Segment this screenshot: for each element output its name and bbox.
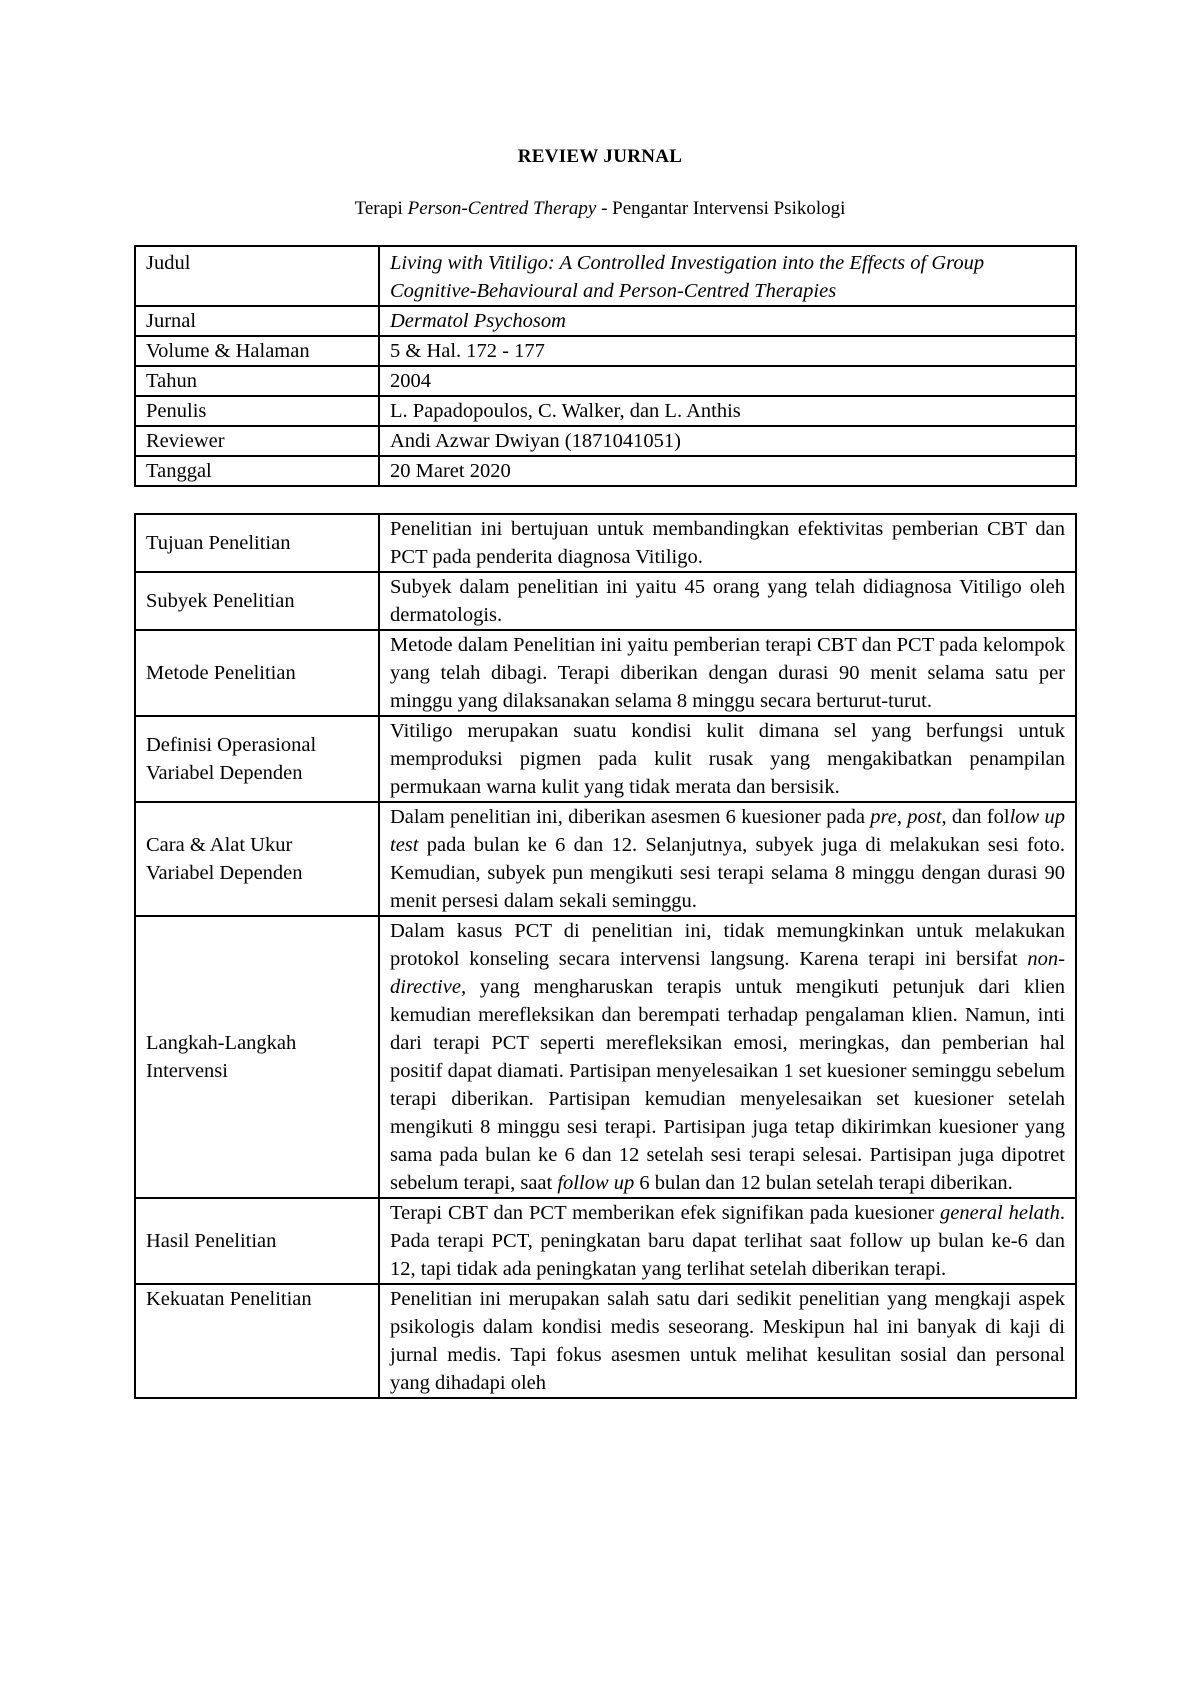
cara-value [379,802,1076,916]
tujuan-value: Penelitian ini bertujuan untuk membandingkan efektivitas pemberian CBT dan PCT pada penderita diagnosa Vitiligo. [379,514,1076,572]
table-row [135,916,1076,1198]
subtitle-suffix: - Pengantar Intervensi Psikologi [596,198,846,219]
journal-info-table [134,245,1077,487]
jurnal-text: Dermatol Psychosom [390,310,566,332]
judul-label: Judul [135,246,379,306]
cara-label [135,802,379,916]
kekuatan-value: Penelitian ini merupakan salah satu dari sedikit penelitian yang mengkaji aspek psikologis dalam kondisi medis seseorang. Meskipun hal ini banyak di kaji di jurnal medis. Tapi fokus asesmen untuk melihat kesulitan sosial dan personal yang dihadapi oleh [379,1284,1076,1398]
jurnal-value [379,306,1076,336]
langkah-text-2: yang mengharuskan terapis untuk mengikuti petunjuk dari klien kemudian merefleksikan dan berempati terhadap pengalaman klien. Namun, inti dari terapi PCT seperti merefleksikan emosi, meringkas, dan pemberian hal positif dapat diamati. Partisipan menyelesaikan 1 set kuesioner seminggu sebelum terapi diberikan. Partisipan kemudian menyelesaikan set kuesioner setelah mengikuti 8 minggu sesi terapi. Partisipan juga tetap dikirimkan kuesioner yang sama pada bulan ke 6 dan 12 setelah sesi terapi selesai. Partisipan juga dipotret sebelum terapi, saat [390,976,1065,1194]
tanggal-value: 20 Maret 2020 [379,456,1076,486]
volume-value: 5 & Hal. 172 - 177 [379,336,1076,366]
cara-italic-followup: low up test [390,806,1066,856]
table-row [135,306,1076,336]
table-row [135,716,1076,802]
langkah-label-line-2: Intervensi [146,1060,228,1082]
metode-label: Metode Penelitian [135,630,379,716]
langkah-value [379,916,1076,1198]
hasil-value [379,1198,1076,1284]
tahun-label: Tahun [135,366,379,396]
langkah-text-1: Dalam kasus PCT di penelitian ini, tidak memungkinkan untuk melakukan protokol konseling secara intervensi langsung. Karena terapi ini bersifat [390,920,1065,970]
judul-value [379,246,1076,306]
table-row [135,396,1076,426]
langkah-italic-2: follow up [557,1172,635,1194]
cara-text-2: , [896,806,908,828]
subyek-label: Subyek Penelitian [135,572,379,630]
review-content-table [134,513,1077,1399]
langkah-label-line-1: Langkah-Langkah [146,1032,297,1054]
langkah-label [135,916,379,1198]
metode-value: Metode dalam Penelitian ini yaitu pemberian terapi CBT dan PCT pada kelompok yang telah dibagi. Terapi diberikan dengan durasi 90 menit selama satu per minggu yang dilaksanakan selama 8 minggu secara berturut-turut. [379,630,1076,716]
cara-italic-post: post [907,806,942,828]
definisi-value: Vitiligo merupakan suatu kondisi kulit dimana sel yang berfungsi untuk memproduksi pigmen pada kulit rusak yang mengakibatkan penampilan permukaan warna kulit yang tidak merata dan bersisik. [379,716,1076,802]
cara-text-1: Dalam penelitian ini, diberikan asesmen 6 kuesioner pada [390,806,871,828]
hasil-text-1: Terapi CBT dan PCT memberikan efek signifikan pada kuesioner [390,1202,941,1224]
tujuan-label: Tujuan Penelitian [135,514,379,572]
definisi-label-line-2: Variabel Dependen [146,762,303,784]
page-subtitle [0,198,1200,220]
subtitle-prefix: Terapi [354,198,408,219]
cara-label-line-1: Cara & Alat Ukur [146,834,293,856]
table-row [135,366,1076,396]
langkah-text-3: 6 bulan dan 12 bulan setelah terapi diberikan. [634,1172,1013,1194]
definisi-label [135,716,379,802]
cara-text-4: pada bulan ke 6 dan 12. Selanjutnya, subyek juga di melakukan sesi foto. Kemudian, subyek pun mengikuti sesi terapi selama 8 minggu dengan durasi 90 menit persesi dalam sekali seminggu. [390,834,1065,912]
cara-text-3: , dan fol [941,806,1010,828]
subyek-value: Subyek dalam penelitian ini yaitu 45 orang yang telah didiagnosa Vitiligo oleh dermatologis. [379,572,1076,630]
table-row [135,456,1076,486]
table-row [135,1198,1076,1284]
jurnal-label: Jurnal [135,306,379,336]
cara-label-line-2: Variabel Dependen [146,862,303,884]
table-row [135,802,1076,916]
penulis-value: L. Papadopoulos, C. Walker, dan L. Anthis [379,396,1076,426]
table-row [135,426,1076,456]
table-row [135,336,1076,366]
reviewer-value: Andi Azwar Dwiyan (1871041051) [379,426,1076,456]
cara-italic-pre: pre [870,806,897,828]
subtitle-italic: Person-Centred Therapy [407,198,597,219]
volume-label: Volume & Halaman [135,336,379,366]
hasil-italic: general helath [940,1202,1060,1224]
table-row [135,572,1076,630]
reviewer-label: Reviewer [135,426,379,456]
table-row [135,246,1076,306]
hasil-text-2: . Pada terapi PCT, peningkatan baru dapat terlihat saat follow up bulan ke-6 dan 12, tapi tidak ada peningkatan yang terlihat setelah diberikan terapi. [390,1202,1065,1280]
judul-text: Living with Vitiligo: A Controlled Investigation into the Effects of Group Cognitive-Behavioural and Person-Centred Therapies [390,252,985,302]
penulis-label: Penulis [135,396,379,426]
tanggal-label: Tanggal [135,456,379,486]
definisi-label-line-1: Definisi Operasional [146,734,317,756]
hasil-label: Hasil Penelitian [135,1198,379,1284]
tahun-value: 2004 [379,366,1076,396]
kekuatan-label: Kekuatan Penelitian [135,1284,379,1398]
table-row [135,630,1076,716]
table-row [135,514,1076,572]
page-title: REVIEW JURNAL [517,146,683,167]
table-row [135,1284,1076,1398]
langkah-italic-1: non-directive, [390,948,1065,998]
